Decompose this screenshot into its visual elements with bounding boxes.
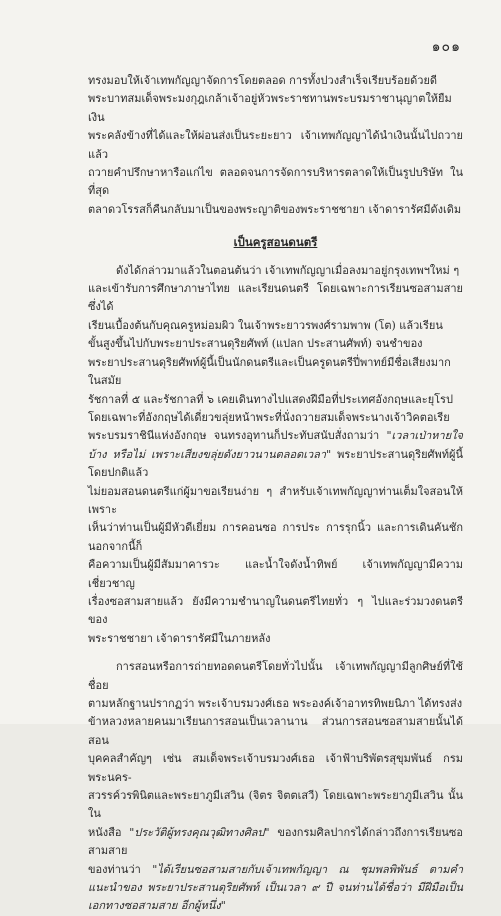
section-heading: เป็นครูสอนดนตรี [233, 235, 318, 250]
text-line: ข้าหลวงหลายคนมาเรียนการสอนเป็นเวลานาน ส่วนการสอนซอสามสายนั้นได้สอน [88, 715, 463, 747]
quote: "เวลาเป่าหายใจบ้าง หรือไม่ เพราะเสียงขลุ่ยดังยาวนานตลอดเวลา" [88, 429, 463, 461]
page-number: ๑๐๑ [431, 39, 461, 55]
text-span: พระยาประสานดุริยศัพท์ผู้นี้ โดยปกติแล้ว [88, 447, 463, 480]
text-line: พระคลังข้างที่ได้และให้ผ่อนส่งเป็นระยะยาว เจ้าเทพกัญญาได้นำเงินนั้นไปถวาย แล้ว [88, 129, 463, 161]
text-line: เรื่องซอสามสายแล้ว ยังมีความชำนาญในดนตรีไทยทั่ว ๆ ไปและร่วมวงดนตรีของ [88, 594, 463, 627]
text-line: ไม่ยอมสอนดนตรีแก่ผู้มาขอเรียนง่าย ๆ สำหรับเจ้าเทพกัญญาท่านเต็มใจสอนให้ เพราะ [88, 484, 463, 516]
text-line [88, 824, 463, 861]
text-line: ทรงมอบให้เจ้าเทพกัญญาจัดการโดยตลอด การทั้งปวงสำเร็จเรียบร้อยด้วยดี [88, 74, 438, 87]
paragraph-music-teacher [88, 262, 463, 649]
text-span: พระบรมราชินีแห่งอังกฤษ จนทรงอุทานก็ประทับสนับสั่งถามว่า [88, 429, 380, 443]
text-span: ของท่านว่า [88, 862, 153, 876]
text-span: หนังสือ [88, 825, 130, 839]
quote: "ได้เรียนซอสามสายกับเจ้าเทพกัญญา ณ ชุมพลพิพันธ์ ตามคำแนะนำของ พระยาประสานดุริยศัพท์ เป็นเวลา ๙ ปี จนท่านได้ชื่อว่า มีฝีมือเป็นเอกทางซอสามสาย อีกผู้หนึ่ง" [88, 862, 464, 913]
text-line: สวรรค์วรพินิตและพระยาภูมีเสวิน (จิตร จิตตเสวี) โดยเฉพาะพระยาภูมีเสวิน นั้น ใน [88, 789, 463, 821]
text-line: และเข้ารับการศึกษาภาษาไทย และเรียนดนตรี โดยเฉพาะการเรียนซอสามสาย ซึ่งได้ [88, 282, 463, 314]
text-line: บุคคลสำคัญๆ เช่น สมเด็จพระเจ้าบรมวงศ์เธอ เจ้าฟ้าบริพัตรสุขุมพันธ์ กรมพระนคร- [88, 752, 463, 784]
paragraph-gap [88, 648, 463, 658]
text-line: ดังได้กล่าวมาแล้วในตอนต้นว่า เจ้าเทพกัญญาเมื่อลงมาอยู่กรุงเทพฯใหม่ ๆ [116, 263, 460, 277]
text-line: ตามหลักฐานปรากฏว่า พระเจ้าบรมวงศ์เธอ พระองค์เจ้าอาทรทิพยนิภา ได้ทรงส่ง [88, 697, 463, 710]
paragraph-market [88, 72, 463, 219]
paragraph-teaching [88, 658, 463, 916]
text-line: พระบาทสมเด็จพระมงกุฎเกล้าเจ้าอยู่หัวพระราชทานพระบรมราชานุญาตให้ยืมเงิน [88, 92, 452, 124]
body-text [88, 72, 463, 916]
text-line: การสอนหรือการถ่ายทอดดนตรีโดยทั่วไปนั้น เจ้าเทพกัญญามีลูกศิษย์ที่ใช้ชื่อย [88, 660, 463, 692]
book-title: "ประวัติผู้ทรงคุณวุฒิทางศิลป" [129, 825, 270, 839]
text-line: เห็นว่าท่านเป็นผู้มีหัวดีเยี่ยม การคอนซอ การประ การรุกนิ้ว และการเดินคันชัก นอกจากนี้ก็ [88, 521, 463, 553]
text-line: โดยเฉพาะที่อังกฤษได้เดี่ยวขลุ่ยหน้าพระที่นั่งถวายสมเด็จพระนางเจ้าวิคตอเรีย [88, 410, 450, 424]
text-line: รัชกาลที่ ๕ และรัชกาลที่ ๖ เคยเดินทางไปแสดงฝีมือที่ประเทศอังกฤษและยุโรป [88, 392, 453, 406]
text-span: ของกรมศิลปากรได้กล่าวถึงการเรียนซอสามสาย [88, 825, 463, 858]
text-line: ถวายคำปรึกษาหารือแก่ไข ตลอดจนการจัดการบริหารตลาดให้เป็นรูปบริษัท ในที่สุด [88, 166, 463, 198]
text-line: ตลาดวโรรสก็คืนกลับมาเป็นของพระญาติของพระราชชายา เจ้าดารารัศมีดังเดิม [88, 202, 462, 216]
text-line [88, 861, 463, 916]
text-line [88, 427, 463, 482]
text-line: พระราชชายา เจ้าดารารัศมีในภายหลัง [88, 631, 271, 645]
text-line: เรียนเบื้องต้นกับคุณครูหม่อมผิว ในเจ้าพระยาวรพงศ์รามพาพ (โต) แล้วเรียน [88, 318, 443, 332]
text-line: คือความเป็นผู้มีสัมมาคารวะ และน้ำใจดังน้ำทิพย์ เจ้าเทพกัญญามีความเชี่ยวชาญ [88, 558, 463, 590]
text-line: พระยาประสานดุริยศัพท์ผู้นี้เป็นนักดนตรีและเป็นครูดนตรีปี่พาทย์มีชื่อเสียงมากในสมัย [88, 355, 451, 388]
text-line: ขั้นสูงขึ้นไปกับพระยาประสานดุริยศัพท์ (แปลก ประสานศัพท์) จนชำของ [88, 337, 423, 351]
